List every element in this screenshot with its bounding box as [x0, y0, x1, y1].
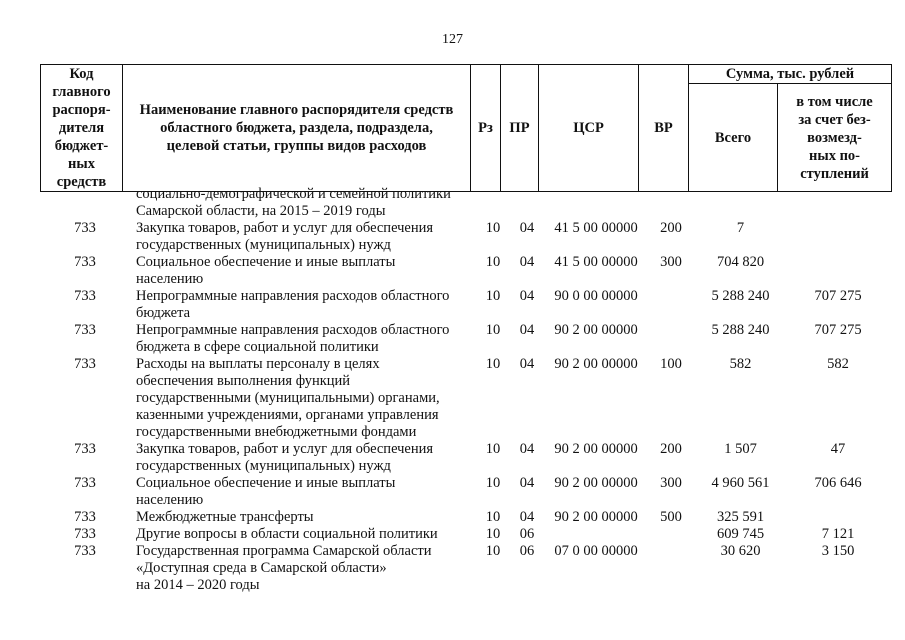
row-rz: 10: [485, 254, 501, 270]
row-rz: 10: [485, 509, 501, 525]
row-name: [130, 356, 478, 441]
row-vr: [646, 186, 696, 220]
row-csr: 07 0 00 00000: [554, 543, 638, 559]
row-free: [785, 509, 891, 526]
header-name: [123, 65, 471, 192]
row-total: 7: [736, 220, 745, 236]
row-total: 5 288 240: [711, 322, 770, 338]
row-pr: 04: [519, 322, 535, 338]
row-total: 609 745: [716, 526, 765, 542]
row-free: 47: [830, 441, 846, 457]
row-name: [130, 475, 478, 509]
row-pr: 04: [519, 288, 535, 304]
header-name-line: целевой статьи, группы видов расходов: [166, 138, 427, 154]
row-vr: 300: [660, 254, 682, 270]
row-total: 582: [729, 356, 752, 372]
table-row: [40, 509, 891, 526]
header-name-line: областного бюджета, раздела, подраздела,: [160, 120, 433, 136]
row-vr: [646, 288, 696, 322]
row-csr: 90 2 00 00000: [554, 356, 638, 372]
row-name-line: обеспечения выполнения функций: [136, 373, 351, 389]
table-row: [40, 220, 891, 254]
table-row: [40, 475, 891, 509]
header-free-line: возмезд-: [807, 129, 862, 146]
row-vr: 300: [660, 475, 682, 491]
header-free-line: за счет без-: [798, 111, 871, 128]
row-free: 3 150: [821, 543, 855, 559]
header-code-line: бюджет-: [54, 138, 109, 154]
row-name-line: бюджета в сфере социальной политики: [136, 339, 379, 355]
header-code-line: средств: [56, 174, 107, 190]
row-vr: [646, 526, 696, 543]
row-free: 707 275: [814, 288, 862, 304]
row-vr: 200: [660, 441, 682, 457]
header-vr: ВР: [639, 65, 689, 192]
table-row: [40, 254, 891, 288]
row-csr: 41 5 00 00000: [554, 254, 638, 270]
row-code: [40, 186, 130, 220]
header-code-line: ных: [68, 156, 95, 172]
row-rz: 10: [485, 475, 501, 491]
row-vr: 100: [660, 356, 682, 372]
header-free: [778, 84, 892, 192]
row-rz: [478, 186, 508, 220]
header-name-line: Наименование главного распорядителя средств: [139, 102, 454, 118]
row-csr: 90 2 00 00000: [554, 509, 638, 525]
row-code: 733: [74, 322, 96, 338]
row-rz: 10: [485, 220, 501, 236]
header-free-line: ступлений: [800, 165, 869, 182]
table-row: [40, 441, 891, 475]
row-free: 7 121: [821, 526, 855, 542]
row-code: 733: [74, 254, 96, 270]
row-code: 733: [74, 288, 96, 304]
row-name: [130, 322, 478, 356]
row-code: 733: [74, 543, 96, 559]
row-total: 4 960 561: [711, 475, 770, 491]
row-vr: [646, 322, 696, 356]
row-total: 325 591: [716, 509, 765, 525]
row-name: [130, 288, 478, 322]
row-total: 1 507: [724, 441, 757, 457]
page-number: 127: [442, 32, 463, 47]
row-pr: 04: [519, 509, 535, 525]
row-name-line: государственными (муниципальными) органами,: [136, 390, 440, 406]
table-row: [40, 186, 891, 220]
row-total: 704 820: [716, 254, 765, 270]
row-name-line: «Доступная среда в Самарской области»: [136, 560, 387, 576]
row-csr: 41 5 00 00000: [554, 220, 638, 236]
row-code: 733: [74, 509, 96, 525]
header-code-line: главного: [52, 84, 111, 100]
row-csr: 90 0 00 00000: [554, 288, 638, 304]
row-code: 733: [74, 220, 96, 236]
table-header: [40, 64, 892, 192]
row-rz: 10: [485, 543, 501, 559]
row-name-line: Закупка товаров, работ и услуг для обеспечения: [136, 441, 434, 457]
row-name-line: Непрограммные направления расходов областного: [136, 288, 450, 304]
header-code: [41, 65, 123, 192]
row-name: [130, 220, 478, 254]
row-vr: [646, 543, 696, 594]
table-row: [40, 526, 891, 543]
row-name-line: на 2014 – 2020 годы: [136, 577, 260, 593]
row-pr: 04: [519, 356, 535, 372]
header-sum-title: Сумма, тыс. рублей: [689, 65, 892, 84]
row-pr: 04: [519, 254, 535, 270]
row-name: [130, 509, 478, 526]
row-name-line: Расходы на выплаты персоналу в целях: [136, 356, 380, 372]
row-csr: [546, 186, 646, 220]
row-rz: 10: [485, 526, 501, 542]
row-pr: 06: [519, 526, 535, 542]
row-name: [130, 441, 478, 475]
row-rz: 10: [485, 288, 501, 304]
row-free: [785, 220, 891, 254]
header-rz: Рз: [471, 65, 501, 192]
row-rz: 10: [485, 441, 501, 457]
row-name-line: Межбюджетные трансферты: [136, 509, 314, 525]
table-row: [40, 543, 891, 594]
row-vr: 500: [660, 509, 682, 525]
row-pr: 04: [519, 220, 535, 236]
row-total: 5 288 240: [711, 288, 770, 304]
header-code-line: Код: [69, 66, 94, 82]
row-name-line: Социальное обеспечение и иные выплаты: [136, 475, 396, 491]
row-total: [696, 186, 785, 220]
row-name-line: Другие вопросы в области социальной политики: [136, 526, 438, 542]
budget-table-body: [40, 186, 891, 594]
row-name-line: Закупка товаров, работ и услуг для обеспечения: [136, 220, 434, 236]
row-free: [785, 254, 891, 288]
header-free-line: в том числе: [796, 93, 873, 110]
header-pr: ПР: [501, 65, 539, 192]
row-name: [130, 543, 478, 594]
row-free: [785, 186, 891, 220]
row-name-line: Государственная программа Самарской области: [136, 543, 432, 559]
row-name-line: населению: [136, 271, 204, 287]
row-rz: 10: [485, 322, 501, 338]
header-code-line: распоря-: [52, 102, 111, 118]
row-name-line: бюджета: [136, 305, 191, 321]
row-name-line: государственных (муниципальных) нужд: [136, 458, 391, 474]
row-code: 733: [74, 356, 96, 372]
table-row: [40, 322, 891, 356]
row-name-line: социально-демографической и семейной политики: [136, 186, 451, 202]
row-code: 733: [74, 475, 96, 491]
header-total: Всего: [689, 84, 778, 192]
header-csr: ЦСР: [539, 65, 639, 192]
row-free: 582: [827, 356, 849, 372]
header-code-line: дителя: [58, 120, 105, 136]
row-name-line: Непрограммные направления расходов областного: [136, 322, 450, 338]
row-csr: [546, 526, 646, 543]
row-csr: 90 2 00 00000: [554, 441, 638, 457]
row-pr: 04: [519, 475, 535, 491]
table-row: [40, 356, 891, 441]
row-name: [130, 526, 478, 543]
row-name-line: казенными учреждениями, органами управления: [136, 407, 439, 423]
row-name-line: Социальное обеспечение и иные выплаты: [136, 254, 396, 270]
table-row: [40, 288, 891, 322]
row-free: 706 646: [814, 475, 862, 491]
row-name-line: государственных (муниципальных) нужд: [136, 237, 391, 253]
row-total: 30 620: [720, 543, 761, 559]
row-code: 733: [74, 526, 96, 542]
row-name-line: Самарской области, на 2015 – 2019 годы: [136, 203, 386, 219]
row-name: [130, 186, 478, 220]
row-pr: [508, 186, 546, 220]
header-free-line: ных по-: [809, 147, 860, 164]
row-vr: 200: [660, 220, 682, 236]
row-csr: 90 2 00 00000: [554, 475, 638, 491]
row-name-line: государственными внебюджетными фондами: [136, 424, 417, 440]
row-free: 707 275: [814, 322, 862, 338]
row-name-line: населению: [136, 492, 204, 508]
row-csr: 90 2 00 00000: [554, 322, 638, 338]
row-pr: 04: [519, 441, 535, 457]
row-rz: 10: [485, 356, 501, 372]
row-pr: 06: [519, 543, 535, 559]
row-code: 733: [74, 441, 96, 457]
row-name: [130, 254, 478, 288]
